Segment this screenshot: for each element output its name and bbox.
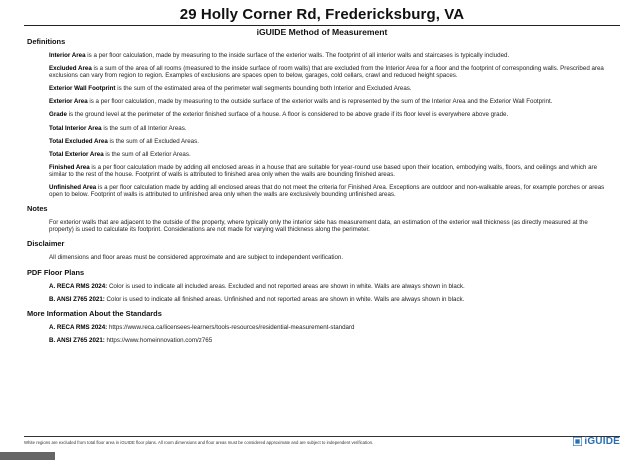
page-title: 29 Holly Corner Rd, Fredericksburg, VA	[179, 6, 465, 23]
standard-text: Color is used to indicate all finished areas. Unfinished and not reported areas are shown in white. Walls are always shown in black.	[104, 295, 465, 303]
corner-tab	[0, 452, 55, 460]
standard-term: B. ANSI Z765 2021:	[49, 336, 105, 344]
definition-text: is the ground level at the perimeter of the exterior finished surface of a house. A floor is considered to be above grade if its floor level is everywhere above grade.	[66, 111, 509, 119]
definition-exterior-wall-footprint	[49, 85, 610, 92]
definition-exterior-area	[49, 98, 610, 105]
standards-heading: More Information About the Standards	[27, 308, 162, 318]
definitions-heading: Definitions	[27, 37, 66, 46]
standard-term: A. RECA RMS 2024:	[49, 282, 108, 290]
definition-interior-area	[49, 52, 610, 59]
definition-term: Total Exterior Area	[49, 150, 104, 158]
definition-term: Exterior Area	[49, 98, 88, 106]
definition-total-interior-area	[49, 125, 610, 132]
standard-url[interactable]: https://www.reca.ca/licensees-learners/tools-resources/residential-measurement-standard	[107, 323, 355, 331]
standard-url[interactable]: https://www.homeinnovation.com/z765	[104, 336, 213, 344]
pdf-floor-plans-heading: PDF Floor Plans	[27, 267, 85, 277]
standard-term: B. ANSI Z765 2021:	[49, 295, 105, 303]
standard-text: Color is used to indicate all included areas. Excluded and not reported areas are shown in white. Walls are always shown in black.	[107, 282, 465, 290]
definition-term: Excluded Area	[49, 65, 92, 73]
definition-text: is the sum of the estimated area of the perimeter wall segments bounding both Interior and Excluded Areas.	[115, 85, 412, 93]
title-divider	[24, 25, 620, 26]
definition-text: is the sum of all Interior Areas.	[101, 124, 187, 132]
standard-link-reca	[49, 324, 610, 331]
definition-text: is a per floor calculation made by adding all enclosed areas that do not meet the criteria for Finished Area. Exceptions are outdoor and non-walkable areas, for example porches or areas open to below. Footprint of walls is attributed to unfinished area only when the walls are exclusively bounding unfinished areas.	[49, 184, 605, 199]
footer-disclaimer: White regions are excluded from total floor area in iGUIDE floor plans. All room dimensions and floor areas must be considered approximate and are subject to independent verification.	[24, 440, 374, 445]
iguide-logo-text: iGUIDE	[584, 436, 620, 447]
definition-text: is a per floor calculation made by adding all enclosed areas in a house that are suitable for year-round use based upon their location, embodying walls, floors, and ceilings and which are similar to the rest of the house. Footprint of walls is attributed to finished area only when the walls are bounding finished areas.	[49, 163, 598, 178]
definition-unfinished-area	[49, 184, 610, 198]
standard-term: A. RECA RMS 2024:	[49, 323, 108, 331]
definition-text: is the sum of all Excluded Areas.	[107, 137, 199, 145]
pdf-floor-plan-ansi	[49, 296, 610, 303]
definition-term: Interior Area	[49, 52, 86, 59]
page-subtitle: iGUIDE Method of Measurement	[256, 27, 388, 37]
definition-finished-area	[49, 164, 610, 178]
definition-excluded-area	[49, 65, 610, 79]
definition-term: Exterior Wall Footprint	[49, 85, 116, 93]
definition-term: Unfinished Area	[49, 184, 97, 192]
disclaimer-heading: Disclaimer	[27, 239, 65, 249]
iguide-logo-icon	[573, 437, 582, 446]
definition-text: is a per floor calculation, made by measuring to the inside surface of the exterior walls. The footprint of all interior walls and staircases is typically included.	[85, 52, 510, 59]
notes-heading: Notes	[27, 204, 48, 214]
notes-text: For exterior walls that are adjacent to the outside of the property, where typically only the interior side has measurement data, an estimation of the exterior wall thickness (as directly measured at the property) is used to calculate its footprint. Considerations are not made for varying wall thickness along the perimeter.	[49, 219, 588, 234]
definition-text: is a sum of the area of all rooms (measured to the inside surface of room walls) that are excluded from the Interior Area for a floor and the footprint of corresponding walls. Prescribed area exclusions can vary from region to region. Examples of exclusions are spaces open to below, garages, cold cellars, crawl and reduced height spaces.	[49, 65, 604, 80]
definition-term: Total Excluded Area	[49, 137, 108, 145]
definition-term: Finished Area	[49, 163, 90, 171]
definition-total-exterior-area	[49, 151, 610, 158]
definition-term: Grade	[49, 111, 67, 119]
disclaimer-text: All dimensions and floor areas must be considered approximate and are subject to independent verification.	[49, 254, 344, 262]
document-page	[24, 0, 620, 452]
definition-text: is the sum of all Exterior Areas.	[103, 150, 191, 158]
pdf-floor-plan-reca	[49, 283, 610, 290]
standard-link-ansi	[49, 337, 610, 344]
document-body	[27, 37, 610, 350]
definition-term: Total Interior Area	[49, 124, 102, 132]
definition-total-excluded-area	[49, 138, 610, 145]
footer-divider	[24, 436, 620, 437]
iguide-logo	[573, 436, 620, 447]
definition-text: is a per floor calculation, made by measuring to the outside surface of the exterior walls and is represented by the sum of the Interior Area and the Exterior Wall Footprint.	[87, 98, 553, 106]
definition-grade	[49, 111, 610, 118]
